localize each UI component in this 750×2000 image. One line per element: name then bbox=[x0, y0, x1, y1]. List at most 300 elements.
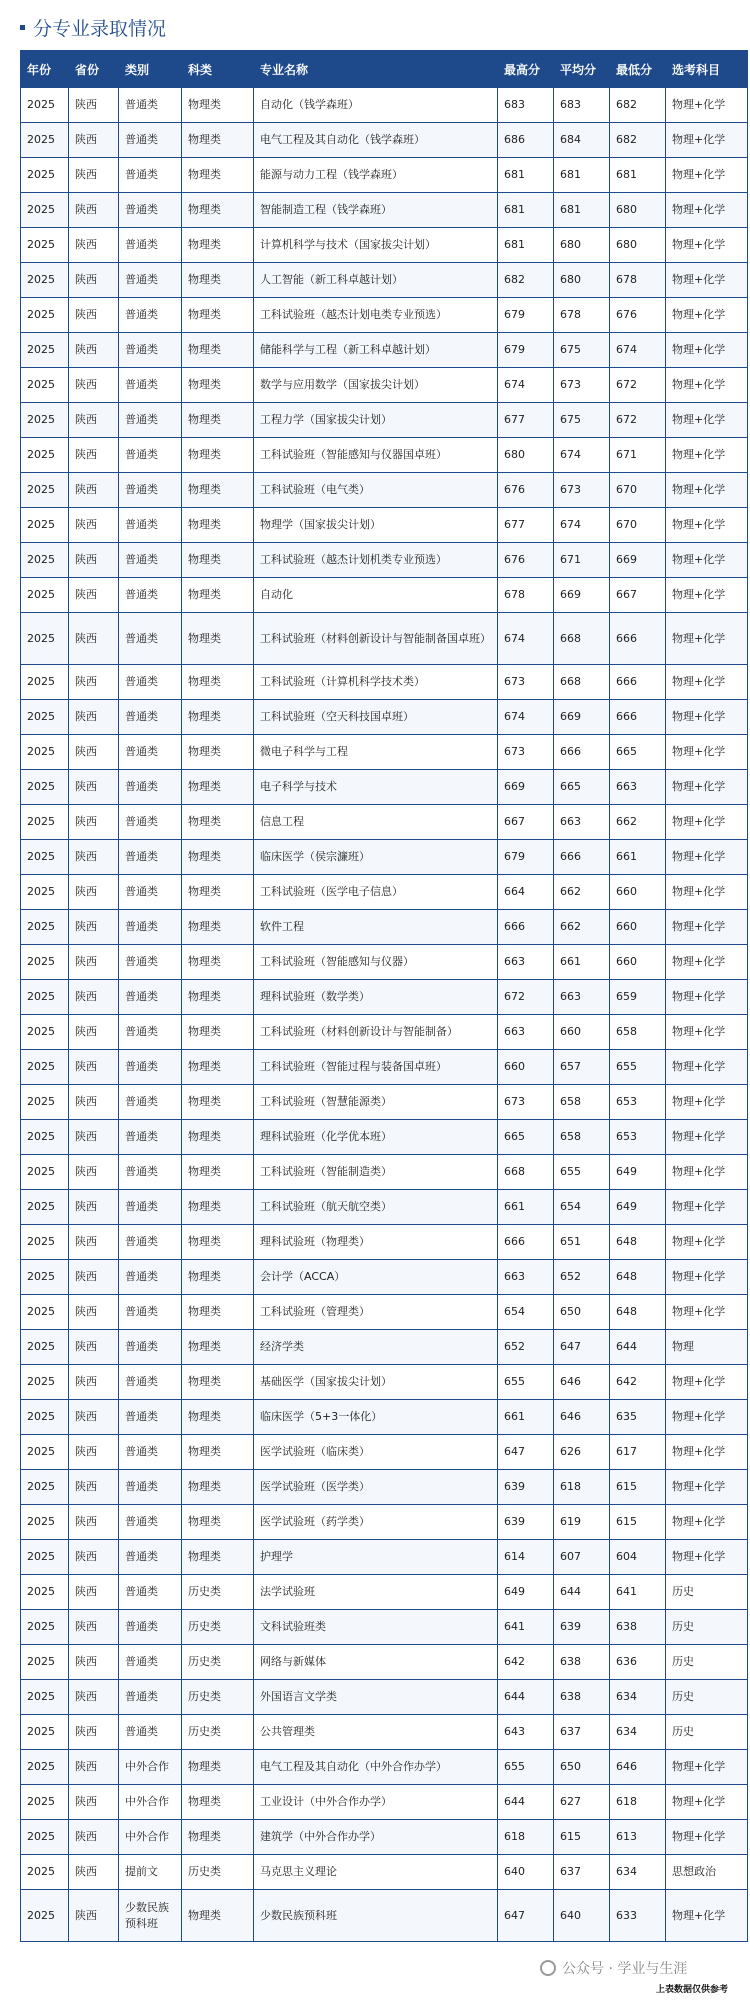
cell-required-subjects: 物理+化学 bbox=[666, 123, 748, 158]
cell-required-subjects: 物理+化学 bbox=[666, 1015, 748, 1050]
cell-min-score: 636 bbox=[610, 1645, 666, 1680]
cell-category: 普通类 bbox=[119, 368, 182, 403]
table-row bbox=[21, 543, 748, 578]
cell-province: 陕西 bbox=[69, 1540, 119, 1575]
cell-max-score: 667 bbox=[498, 805, 554, 840]
table-row bbox=[21, 1050, 748, 1085]
cell-major-name: 医学试验班（医学类） bbox=[254, 1470, 498, 1505]
cell-major-name: 工科试验班（智能制造类） bbox=[254, 1155, 498, 1190]
cell-required-subjects: 物理+化学 bbox=[666, 368, 748, 403]
cell-category: 普通类 bbox=[119, 333, 182, 368]
cell-subject-type: 历史类 bbox=[182, 1610, 254, 1645]
cell-avg-score: 638 bbox=[554, 1645, 610, 1680]
cell-min-score: 666 bbox=[610, 665, 666, 700]
cell-category: 普通类 bbox=[119, 1260, 182, 1295]
cell-year: 2025 bbox=[21, 1855, 69, 1890]
cell-province: 陕西 bbox=[69, 298, 119, 333]
cell-year: 2025 bbox=[21, 333, 69, 368]
cell-subject-type: 物理类 bbox=[182, 1260, 254, 1295]
cell-required-subjects: 物理+化学 bbox=[666, 263, 748, 298]
cell-category: 普通类 bbox=[119, 263, 182, 298]
cell-subject-type: 物理类 bbox=[182, 263, 254, 298]
cell-max-score: 652 bbox=[498, 1330, 554, 1365]
cell-min-score: 634 bbox=[610, 1715, 666, 1750]
cell-max-score: 655 bbox=[498, 1365, 554, 1400]
cell-category: 普通类 bbox=[119, 403, 182, 438]
cell-subject-type: 物理类 bbox=[182, 1295, 254, 1330]
cell-year: 2025 bbox=[21, 473, 69, 508]
cell-max-score: 663 bbox=[498, 1015, 554, 1050]
cell-province: 陕西 bbox=[69, 543, 119, 578]
cell-year: 2025 bbox=[21, 875, 69, 910]
cell-year: 2025 bbox=[21, 1750, 69, 1785]
cell-avg-score: 640 bbox=[554, 1890, 610, 1942]
cell-min-score: 617 bbox=[610, 1435, 666, 1470]
cell-min-score: 618 bbox=[610, 1785, 666, 1820]
cell-major-name: 理科试验班（化学优本班） bbox=[254, 1120, 498, 1155]
table-row bbox=[21, 735, 748, 770]
cell-subject-type: 历史类 bbox=[182, 1575, 254, 1610]
cell-subject-type: 物理类 bbox=[182, 945, 254, 980]
cell-avg-score: 654 bbox=[554, 1190, 610, 1225]
cell-year: 2025 bbox=[21, 1470, 69, 1505]
cell-min-score: 615 bbox=[610, 1505, 666, 1540]
cell-min-score: 671 bbox=[610, 438, 666, 473]
cell-subject-type: 物理类 bbox=[182, 1820, 254, 1855]
cell-province: 陕西 bbox=[69, 1330, 119, 1365]
cell-avg-score: 607 bbox=[554, 1540, 610, 1575]
cell-required-subjects: 物理+化学 bbox=[666, 1750, 748, 1785]
footnote: 上表数据仅供参考 bbox=[656, 1985, 729, 1995]
cell-year: 2025 bbox=[21, 613, 69, 665]
cell-required-subjects: 物理+化学 bbox=[666, 1260, 748, 1295]
cell-min-score: 672 bbox=[610, 403, 666, 438]
cell-major-name: 能源与动力工程（钱学森班） bbox=[254, 158, 498, 193]
table-row bbox=[21, 1645, 748, 1680]
cell-category: 普通类 bbox=[119, 980, 182, 1015]
cell-required-subjects: 物理+化学 bbox=[666, 840, 748, 875]
table-row bbox=[21, 1540, 748, 1575]
cell-required-subjects: 物理+化学 bbox=[666, 403, 748, 438]
cell-min-score: 615 bbox=[610, 1470, 666, 1505]
cell-major-name: 工科试验班（智慧能源类） bbox=[254, 1085, 498, 1120]
cell-max-score: 655 bbox=[498, 1750, 554, 1785]
cell-min-score: 635 bbox=[610, 1400, 666, 1435]
cell-major-name: 工科试验班（越杰计划机类专业预选） bbox=[254, 543, 498, 578]
cell-avg-score: 655 bbox=[554, 1155, 610, 1190]
cell-max-score: 680 bbox=[498, 438, 554, 473]
cell-major-name: 工业设计（中外合作办学） bbox=[254, 1785, 498, 1820]
cell-year: 2025 bbox=[21, 1050, 69, 1085]
cell-required-subjects: 物理 bbox=[666, 1330, 748, 1365]
cell-major-name: 工科试验班（越杰计划电类专业预选） bbox=[254, 298, 498, 333]
cell-subject-type: 物理类 bbox=[182, 1085, 254, 1120]
cell-category: 中外合作 bbox=[119, 1785, 182, 1820]
cell-subject-type: 物理类 bbox=[182, 333, 254, 368]
cell-required-subjects: 物理+化学 bbox=[666, 298, 748, 333]
cell-category: 少数民族预科班 bbox=[119, 1890, 182, 1942]
cell-required-subjects: 物理+化学 bbox=[666, 158, 748, 193]
cell-province: 陕西 bbox=[69, 1575, 119, 1610]
cell-required-subjects: 物理+化学 bbox=[666, 228, 748, 263]
column-header-min-score: 最低分 bbox=[610, 51, 666, 88]
cell-province: 陕西 bbox=[69, 1470, 119, 1505]
cell-province: 陕西 bbox=[69, 1015, 119, 1050]
cell-major-name: 工科试验班（管理类） bbox=[254, 1295, 498, 1330]
cell-year: 2025 bbox=[21, 1890, 69, 1942]
cell-category: 普通类 bbox=[119, 578, 182, 613]
table-row bbox=[21, 193, 748, 228]
cell-major-name: 数学与应用数学（国家拔尖计划） bbox=[254, 368, 498, 403]
cell-province: 陕西 bbox=[69, 1610, 119, 1645]
table-row bbox=[21, 578, 748, 613]
cell-major-name: 微电子科学与工程 bbox=[254, 735, 498, 770]
cell-avg-score: 627 bbox=[554, 1785, 610, 1820]
cell-required-subjects: 物理+化学 bbox=[666, 700, 748, 735]
admission-table bbox=[20, 50, 748, 1942]
table-row bbox=[21, 1225, 748, 1260]
cell-subject-type: 物理类 bbox=[182, 1400, 254, 1435]
cell-required-subjects: 物理+化学 bbox=[666, 578, 748, 613]
cell-major-name: 电子科学与技术 bbox=[254, 770, 498, 805]
cell-major-name: 理科试验班（物理类） bbox=[254, 1225, 498, 1260]
cell-province: 陕西 bbox=[69, 1085, 119, 1120]
cell-min-score: 676 bbox=[610, 298, 666, 333]
cell-province: 陕西 bbox=[69, 193, 119, 228]
cell-required-subjects: 物理+化学 bbox=[666, 1470, 748, 1505]
cell-min-score: 681 bbox=[610, 158, 666, 193]
cell-major-name: 护理学 bbox=[254, 1540, 498, 1575]
cell-avg-score: 657 bbox=[554, 1050, 610, 1085]
cell-province: 陕西 bbox=[69, 88, 119, 123]
cell-year: 2025 bbox=[21, 1540, 69, 1575]
cell-province: 陕西 bbox=[69, 770, 119, 805]
cell-category: 普通类 bbox=[119, 1540, 182, 1575]
cell-max-score: 673 bbox=[498, 665, 554, 700]
table-row bbox=[21, 1400, 748, 1435]
cell-required-subjects: 物理+化学 bbox=[666, 770, 748, 805]
cell-required-subjects: 历史 bbox=[666, 1715, 748, 1750]
table-row bbox=[21, 805, 748, 840]
cell-max-score: 676 bbox=[498, 473, 554, 508]
cell-required-subjects: 物理+化学 bbox=[666, 1120, 748, 1155]
cell-min-score: 613 bbox=[610, 1820, 666, 1855]
cell-major-name: 基础医学（国家拔尖计划） bbox=[254, 1365, 498, 1400]
cell-subject-type: 历史类 bbox=[182, 1680, 254, 1715]
cell-subject-type: 物理类 bbox=[182, 665, 254, 700]
cell-avg-score: 673 bbox=[554, 473, 610, 508]
table-row bbox=[21, 298, 748, 333]
cell-max-score: 661 bbox=[498, 1190, 554, 1225]
cell-major-name: 建筑学（中外合作办学） bbox=[254, 1820, 498, 1855]
cell-subject-type: 物理类 bbox=[182, 158, 254, 193]
table-row bbox=[21, 840, 748, 875]
cell-max-score: 677 bbox=[498, 508, 554, 543]
cell-max-score: 674 bbox=[498, 368, 554, 403]
table-header-row bbox=[21, 51, 748, 88]
cell-province: 陕西 bbox=[69, 613, 119, 665]
cell-province: 陕西 bbox=[69, 805, 119, 840]
cell-max-score: 672 bbox=[498, 980, 554, 1015]
cell-province: 陕西 bbox=[69, 1855, 119, 1890]
cell-max-score: 642 bbox=[498, 1645, 554, 1680]
cell-required-subjects: 物理+化学 bbox=[666, 1155, 748, 1190]
cell-min-score: 666 bbox=[610, 613, 666, 665]
cell-required-subjects: 物理+化学 bbox=[666, 1225, 748, 1260]
cell-major-name: 计算机科学与技术（国家拔尖计划） bbox=[254, 228, 498, 263]
cell-avg-score: 646 bbox=[554, 1400, 610, 1435]
cell-year: 2025 bbox=[21, 1225, 69, 1260]
cell-province: 陕西 bbox=[69, 1260, 119, 1295]
cell-max-score: 683 bbox=[498, 88, 554, 123]
cell-province: 陕西 bbox=[69, 368, 119, 403]
cell-major-name: 外国语言文学类 bbox=[254, 1680, 498, 1715]
cell-major-name: 软件工程 bbox=[254, 910, 498, 945]
cell-province: 陕西 bbox=[69, 980, 119, 1015]
table-row bbox=[21, 123, 748, 158]
cell-major-name: 工科试验班（计算机科学技术类） bbox=[254, 665, 498, 700]
cell-min-score: 648 bbox=[610, 1295, 666, 1330]
cell-category: 普通类 bbox=[119, 1645, 182, 1680]
cell-max-score: 663 bbox=[498, 945, 554, 980]
cell-min-score: 658 bbox=[610, 1015, 666, 1050]
cell-province: 陕西 bbox=[69, 875, 119, 910]
cell-max-score: 677 bbox=[498, 403, 554, 438]
cell-major-name: 工科试验班（医学电子信息） bbox=[254, 875, 498, 910]
cell-province: 陕西 bbox=[69, 1365, 119, 1400]
cell-category: 普通类 bbox=[119, 805, 182, 840]
table-row bbox=[21, 88, 748, 123]
column-header-category: 类别 bbox=[119, 51, 182, 88]
cell-major-name: 工科试验班（空天科技国卓班） bbox=[254, 700, 498, 735]
table-row bbox=[21, 263, 748, 298]
cell-avg-score: 669 bbox=[554, 578, 610, 613]
table-row bbox=[21, 1295, 748, 1330]
cell-min-score: 604 bbox=[610, 1540, 666, 1575]
table-row bbox=[21, 158, 748, 193]
cell-year: 2025 bbox=[21, 263, 69, 298]
table-row bbox=[21, 1680, 748, 1715]
cell-province: 陕西 bbox=[69, 1715, 119, 1750]
cell-category: 普通类 bbox=[119, 1365, 182, 1400]
table-row bbox=[21, 438, 748, 473]
cell-category: 普通类 bbox=[119, 665, 182, 700]
cell-major-name: 医学试验班（临床类） bbox=[254, 1435, 498, 1470]
cell-min-score: 663 bbox=[610, 770, 666, 805]
cell-year: 2025 bbox=[21, 1680, 69, 1715]
cell-year: 2025 bbox=[21, 1365, 69, 1400]
cell-required-subjects: 思想政治 bbox=[666, 1855, 748, 1890]
cell-major-name: 工科试验班（电气类） bbox=[254, 473, 498, 508]
column-header-province: 省份 bbox=[69, 51, 119, 88]
cell-year: 2025 bbox=[21, 228, 69, 263]
cell-category: 普通类 bbox=[119, 1400, 182, 1435]
cell-major-name: 公共管理类 bbox=[254, 1715, 498, 1750]
cell-province: 陕西 bbox=[69, 1890, 119, 1942]
cell-year: 2025 bbox=[21, 123, 69, 158]
column-header-avg-score: 平均分 bbox=[554, 51, 610, 88]
cell-year: 2025 bbox=[21, 1295, 69, 1330]
cell-major-name: 医学试验班（药学类） bbox=[254, 1505, 498, 1540]
cell-year: 2025 bbox=[21, 193, 69, 228]
cell-min-score: 660 bbox=[610, 910, 666, 945]
cell-province: 陕西 bbox=[69, 1120, 119, 1155]
cell-category: 普通类 bbox=[119, 1575, 182, 1610]
cell-year: 2025 bbox=[21, 735, 69, 770]
cell-min-score: 682 bbox=[610, 88, 666, 123]
cell-avg-score: 663 bbox=[554, 805, 610, 840]
cell-max-score: 639 bbox=[498, 1470, 554, 1505]
table-row bbox=[21, 1610, 748, 1645]
cell-category: 普通类 bbox=[119, 438, 182, 473]
cell-avg-score: 639 bbox=[554, 1610, 610, 1645]
cell-year: 2025 bbox=[21, 1435, 69, 1470]
cell-avg-score: 674 bbox=[554, 438, 610, 473]
column-header-year: 年份 bbox=[21, 51, 69, 88]
cell-required-subjects: 物理+化学 bbox=[666, 1785, 748, 1820]
cell-required-subjects: 物理+化学 bbox=[666, 1050, 748, 1085]
cell-avg-score: 666 bbox=[554, 735, 610, 770]
cell-avg-score: 662 bbox=[554, 875, 610, 910]
table-row bbox=[21, 1575, 748, 1610]
cell-category: 普通类 bbox=[119, 1330, 182, 1365]
cell-max-score: 644 bbox=[498, 1785, 554, 1820]
cell-category: 普通类 bbox=[119, 1050, 182, 1085]
cell-province: 陕西 bbox=[69, 508, 119, 543]
table-row bbox=[21, 1890, 748, 1942]
cell-subject-type: 物理类 bbox=[182, 298, 254, 333]
cell-avg-score: 644 bbox=[554, 1575, 610, 1610]
cell-min-score: 659 bbox=[610, 980, 666, 1015]
cell-subject-type: 物理类 bbox=[182, 1190, 254, 1225]
cell-required-subjects: 物理+化学 bbox=[666, 1505, 748, 1540]
cell-max-score: 679 bbox=[498, 333, 554, 368]
cell-min-score: 655 bbox=[610, 1050, 666, 1085]
cell-required-subjects: 物理+化学 bbox=[666, 543, 748, 578]
cell-year: 2025 bbox=[21, 665, 69, 700]
cell-max-score: 681 bbox=[498, 193, 554, 228]
cell-max-score: 678 bbox=[498, 578, 554, 613]
cell-avg-score: 647 bbox=[554, 1330, 610, 1365]
cell-max-score: 666 bbox=[498, 1225, 554, 1260]
table-row bbox=[21, 1785, 748, 1820]
cell-category: 普通类 bbox=[119, 840, 182, 875]
cell-category: 普通类 bbox=[119, 298, 182, 333]
cell-max-score: 665 bbox=[498, 1120, 554, 1155]
cell-min-score: 670 bbox=[610, 508, 666, 543]
cell-year: 2025 bbox=[21, 1155, 69, 1190]
cell-subject-type: 物理类 bbox=[182, 910, 254, 945]
cell-subject-type: 物理类 bbox=[182, 1890, 254, 1942]
cell-avg-score: 663 bbox=[554, 980, 610, 1015]
table-row bbox=[21, 1365, 748, 1400]
cell-year: 2025 bbox=[21, 368, 69, 403]
cell-avg-score: 652 bbox=[554, 1260, 610, 1295]
cell-subject-type: 物理类 bbox=[182, 193, 254, 228]
cell-max-score: 614 bbox=[498, 1540, 554, 1575]
table-row bbox=[21, 1330, 748, 1365]
cell-category: 普通类 bbox=[119, 1120, 182, 1155]
cell-required-subjects: 历史 bbox=[666, 1680, 748, 1715]
cell-year: 2025 bbox=[21, 1820, 69, 1855]
wechat-icon bbox=[540, 1960, 556, 1976]
cell-category: 普通类 bbox=[119, 735, 182, 770]
cell-subject-type: 物理类 bbox=[182, 1330, 254, 1365]
cell-category: 中外合作 bbox=[119, 1820, 182, 1855]
cell-required-subjects: 物理+化学 bbox=[666, 945, 748, 980]
cell-subject-type: 物理类 bbox=[182, 1015, 254, 1050]
table-row bbox=[21, 1855, 748, 1890]
cell-category: 普通类 bbox=[119, 945, 182, 980]
cell-subject-type: 物理类 bbox=[182, 1540, 254, 1575]
table-body bbox=[21, 88, 748, 1942]
cell-min-score: 653 bbox=[610, 1120, 666, 1155]
cell-year: 2025 bbox=[21, 1645, 69, 1680]
cell-subject-type: 物理类 bbox=[182, 1750, 254, 1785]
cell-year: 2025 bbox=[21, 508, 69, 543]
cell-required-subjects: 物理+化学 bbox=[666, 1190, 748, 1225]
cell-major-name: 自动化 bbox=[254, 578, 498, 613]
cell-category: 普通类 bbox=[119, 193, 182, 228]
cell-year: 2025 bbox=[21, 578, 69, 613]
watermark-text: 公众号 · 学业与生涯 bbox=[562, 1961, 688, 1977]
cell-avg-score: 662 bbox=[554, 910, 610, 945]
cell-required-subjects: 物理+化学 bbox=[666, 735, 748, 770]
table-row bbox=[21, 473, 748, 508]
cell-major-name: 工科试验班（材料创新设计与智能制备国卓班） bbox=[254, 613, 498, 665]
cell-category: 普通类 bbox=[119, 875, 182, 910]
watermark bbox=[540, 1958, 687, 1978]
cell-max-score: 666 bbox=[498, 910, 554, 945]
cell-max-score: 640 bbox=[498, 1855, 554, 1890]
cell-min-score: 662 bbox=[610, 805, 666, 840]
cell-min-score: 648 bbox=[610, 1260, 666, 1295]
table-row bbox=[21, 508, 748, 543]
cell-avg-score: 673 bbox=[554, 368, 610, 403]
cell-province: 陕西 bbox=[69, 1680, 119, 1715]
cell-province: 陕西 bbox=[69, 578, 119, 613]
cell-major-name: 信息工程 bbox=[254, 805, 498, 840]
cell-year: 2025 bbox=[21, 1190, 69, 1225]
cell-category: 普通类 bbox=[119, 1610, 182, 1645]
cell-avg-score: 684 bbox=[554, 123, 610, 158]
cell-max-score: 643 bbox=[498, 1715, 554, 1750]
cell-major-name: 网络与新媒体 bbox=[254, 1645, 498, 1680]
cell-subject-type: 物理类 bbox=[182, 368, 254, 403]
table-row bbox=[21, 1435, 748, 1470]
cell-category: 普通类 bbox=[119, 1505, 182, 1540]
cell-subject-type: 物理类 bbox=[182, 88, 254, 123]
cell-subject-type: 物理类 bbox=[182, 578, 254, 613]
cell-avg-score: 680 bbox=[554, 263, 610, 298]
cell-year: 2025 bbox=[21, 980, 69, 1015]
cell-required-subjects: 物理+化学 bbox=[666, 1435, 748, 1470]
cell-avg-score: 681 bbox=[554, 158, 610, 193]
table-row bbox=[21, 700, 748, 735]
cell-min-score: 660 bbox=[610, 875, 666, 910]
cell-avg-score: 683 bbox=[554, 88, 610, 123]
cell-category: 普通类 bbox=[119, 700, 182, 735]
cell-year: 2025 bbox=[21, 1400, 69, 1435]
cell-max-score: 669 bbox=[498, 770, 554, 805]
cell-min-score: 642 bbox=[610, 1365, 666, 1400]
cell-year: 2025 bbox=[21, 438, 69, 473]
cell-avg-score: 615 bbox=[554, 1820, 610, 1855]
cell-category: 普通类 bbox=[119, 88, 182, 123]
cell-subject-type: 物理类 bbox=[182, 1365, 254, 1400]
cell-avg-score: 680 bbox=[554, 228, 610, 263]
cell-year: 2025 bbox=[21, 403, 69, 438]
